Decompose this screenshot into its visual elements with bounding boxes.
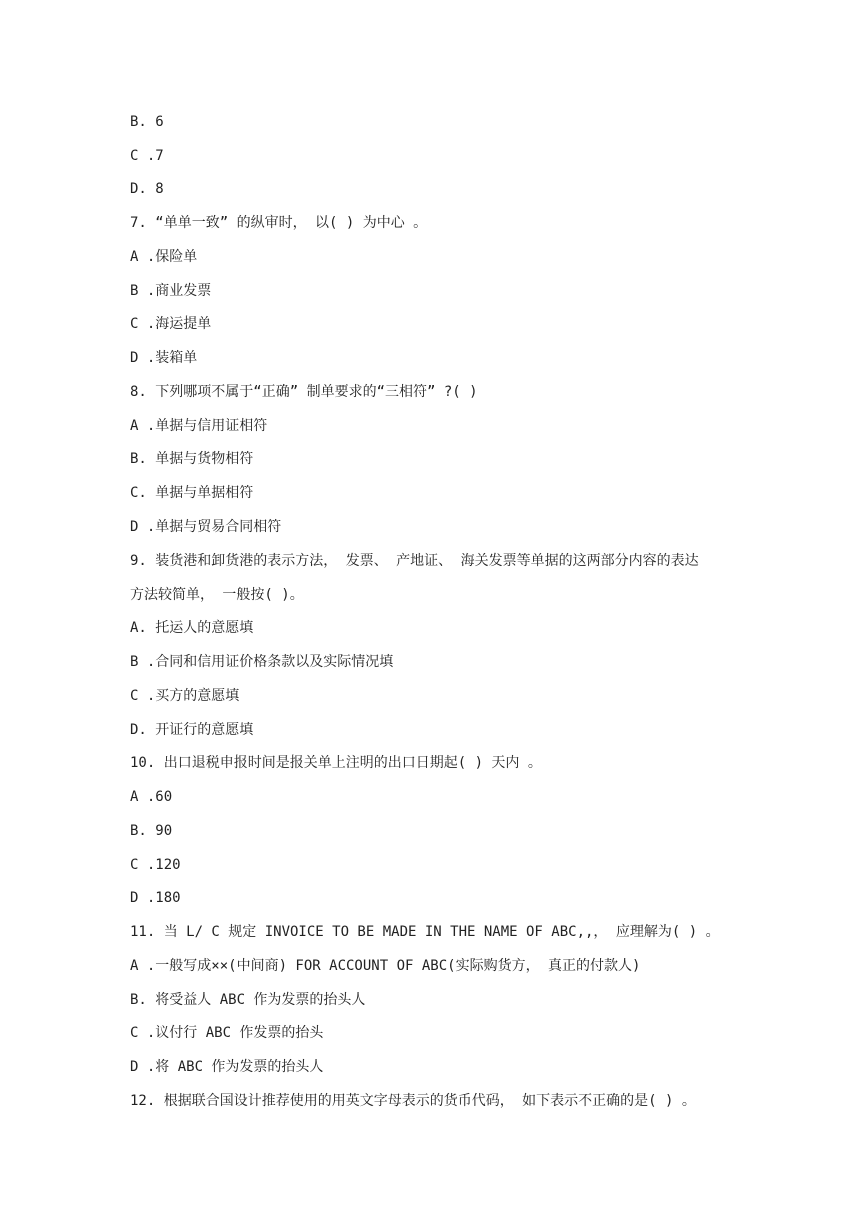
option-q10-b: B. 90 <box>130 823 173 839</box>
option-q6-d: D. 8 <box>130 181 164 197</box>
question-9-line-2: 方法较简单， 一般按( )。 <box>130 587 304 603</box>
question-10: 10. 出口退税申报时间是报关单上注明的出口日期起( ) 天内 。 <box>130 755 542 771</box>
option-q8-a: A .单据与信用证相符 <box>130 418 268 434</box>
option-q7-a: A .保险单 <box>130 249 198 265</box>
option-q9-b: B .合同和信用证价格条款以及实际情况填 <box>130 654 394 670</box>
question-12: 12. 根据联合国设计推荐使用的用英文字母表示的货币代码， 如下表示不正确的是( ) 。 <box>130 1093 696 1109</box>
question-7: 7. “单单一致” 的纵审时， 以( ) 为中心 。 <box>130 215 428 231</box>
option-q11-a: A .一般写成××(中间商) FOR ACCOUNT OF ABC(实际购货方， 真正的付款人) <box>130 958 641 974</box>
question-11: 11. 当 L/ C 规定 INVOICE TO BE MADE IN THE NAME OF ABC,,， 应理解为( ) 。 <box>130 924 720 940</box>
option-q10-a: A .60 <box>130 789 173 805</box>
option-q10-d: D .180 <box>130 890 181 906</box>
option-q9-d: D. 开证行的意愿填 <box>130 722 254 738</box>
option-q9-c: C .买方的意愿填 <box>130 688 240 704</box>
option-q11-b: B. 将受益人 ABC 作为发票的抬头人 <box>130 992 366 1008</box>
option-q7-c: C .海运提单 <box>130 316 212 332</box>
option-q9-a: A. 托运人的意愿填 <box>130 620 254 636</box>
option-q10-c: C .120 <box>130 857 181 873</box>
question-8: 8. 下列哪项不属于“正确” 制单要求的“三相符” ?( ) <box>130 384 478 400</box>
option-q11-d: D .将 ABC 作为发票的抬头人 <box>130 1059 324 1075</box>
question-9-line-1: 9. 装货港和卸货港的表示方法， 发票、 产地证、 海关发票等单据的这两部分内容的表达 <box>130 553 699 569</box>
option-q6-b: B. 6 <box>130 114 164 130</box>
option-q8-b: B. 单据与货物相符 <box>130 451 254 467</box>
option-q6-c: C .7 <box>130 148 164 164</box>
option-q8-d: D .单据与贸易合同相符 <box>130 519 282 535</box>
option-q7-b: B .商业发票 <box>130 283 212 299</box>
option-q7-d: D .装箱单 <box>130 350 198 366</box>
option-q8-c: C. 单据与单据相符 <box>130 485 254 501</box>
option-q11-c: C .议付行 ABC 作发票的抬头 <box>130 1025 324 1041</box>
